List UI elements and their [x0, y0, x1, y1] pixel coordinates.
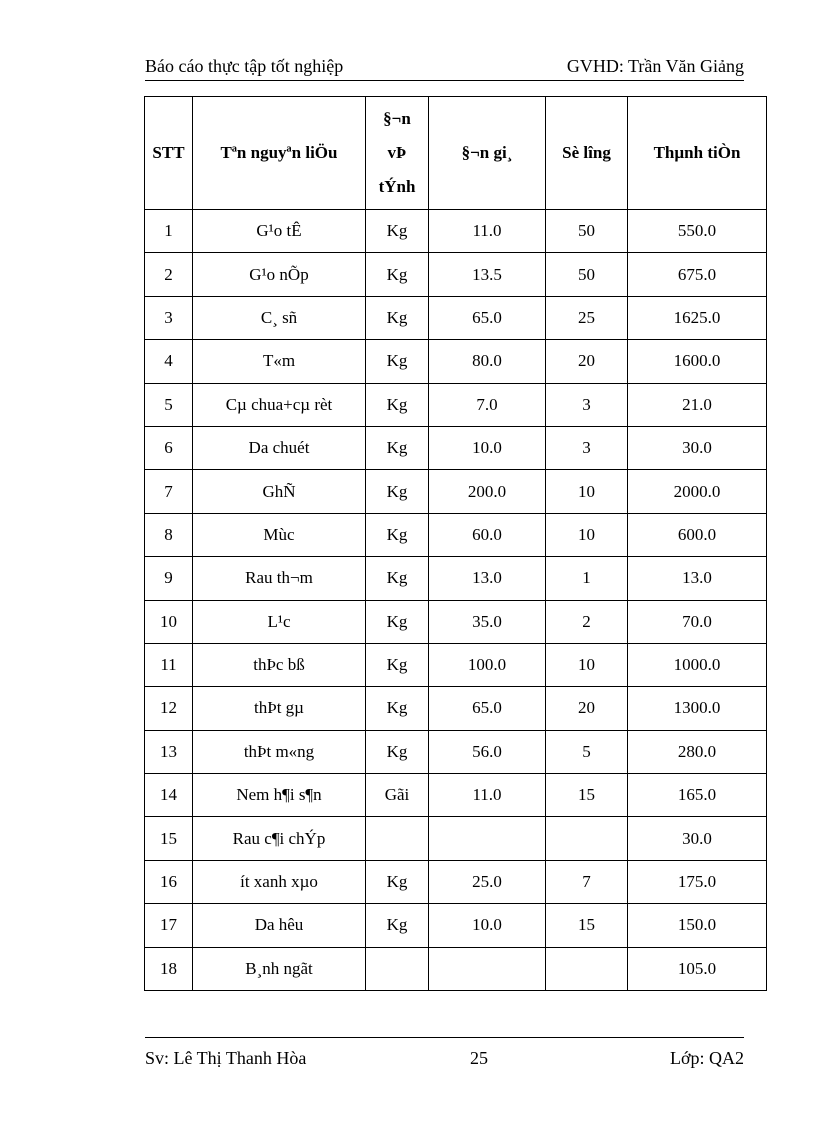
cell-quantity: 3: [546, 383, 628, 426]
table-row: [145, 687, 767, 730]
cell-unit-price: 80.0: [429, 340, 546, 383]
cell-unit-price: 25.0: [429, 860, 546, 903]
cell-total: 70.0: [628, 600, 767, 643]
table-row: [145, 730, 767, 773]
header-unit-line-3: tÝnh: [378, 177, 416, 196]
cell-stt: 9: [145, 557, 193, 600]
cell-material-name: thÞt m«ng: [193, 730, 366, 773]
cell-total: 175.0: [628, 860, 767, 903]
header-supervisor: GVHD: Trần Văn Giảng: [566, 55, 744, 76]
table-row: [145, 860, 767, 903]
cell-quantity: 20: [546, 687, 628, 730]
header-total: Thµnh tiÒn: [628, 97, 767, 210]
table-row: [145, 426, 767, 469]
table-row: [145, 947, 767, 990]
cell-unit: Kg: [366, 383, 429, 426]
cell-quantity: 1: [546, 557, 628, 600]
cell-unit-price: 65.0: [429, 687, 546, 730]
cell-total: 105.0: [628, 947, 767, 990]
cell-quantity: 15: [546, 774, 628, 817]
cell-unit-price: 11.0: [429, 774, 546, 817]
cell-unit: Kg: [366, 513, 429, 556]
cell-unit: Kg: [366, 643, 429, 686]
cell-material-name: Cµ chua+cµ rèt: [193, 383, 366, 426]
cell-unit-price: [429, 947, 546, 990]
cell-unit: Kg: [366, 687, 429, 730]
cell-unit-price: 13.5: [429, 253, 546, 296]
cell-unit: Kg: [366, 730, 429, 773]
cell-stt: 10: [145, 600, 193, 643]
cell-unit-price: 200.0: [429, 470, 546, 513]
cell-unit: Kg: [366, 210, 429, 253]
cell-total: 550.0: [628, 210, 767, 253]
cell-stt: 16: [145, 860, 193, 903]
cell-unit: [366, 817, 429, 860]
cell-unit-price: 7.0: [429, 383, 546, 426]
cell-total: 1300.0: [628, 687, 767, 730]
cell-quantity: 25: [546, 296, 628, 339]
cell-total: 21.0: [628, 383, 767, 426]
cell-material-name: Rau c¶i chÝp: [193, 817, 366, 860]
header-unit-line-2: vÞ: [387, 143, 407, 162]
header-divider: [145, 80, 744, 81]
cell-unit: [366, 947, 429, 990]
cell-unit-price: [429, 817, 546, 860]
cell-material-name: C¸ sñ: [193, 296, 366, 339]
cell-unit-price: 10.0: [429, 426, 546, 469]
cell-stt: 6: [145, 426, 193, 469]
cell-stt: 5: [145, 383, 193, 426]
cell-quantity: [546, 817, 628, 860]
cell-material-name: Nem h¶i s¶n: [193, 774, 366, 817]
header-report-title: Báo cáo thực tập tốt nghiệp: [145, 55, 344, 76]
page-footer: [145, 1048, 744, 1074]
page-header: [145, 52, 744, 80]
cell-unit-price: 11.0: [429, 210, 546, 253]
cell-material-name: B¸nh ngãt: [193, 947, 366, 990]
header-quantity: Sè lîng: [546, 97, 628, 210]
table-row: [145, 340, 767, 383]
materials-table: [144, 96, 767, 991]
cell-quantity: 50: [546, 210, 628, 253]
header-unit: [366, 97, 429, 210]
cell-quantity: [546, 947, 628, 990]
cell-unit-price: 35.0: [429, 600, 546, 643]
cell-total: 2000.0: [628, 470, 767, 513]
cell-total: 1000.0: [628, 643, 767, 686]
cell-material-name: L¹c: [193, 600, 366, 643]
cell-unit: Kg: [366, 296, 429, 339]
cell-stt: 3: [145, 296, 193, 339]
cell-stt: 7: [145, 470, 193, 513]
cell-stt: 12: [145, 687, 193, 730]
cell-total: 30.0: [628, 426, 767, 469]
table-row: [145, 774, 767, 817]
cell-quantity: 20: [546, 340, 628, 383]
cell-stt: 17: [145, 904, 193, 947]
cell-unit: Kg: [366, 253, 429, 296]
cell-material-name: G¹o tÊ: [193, 210, 366, 253]
cell-stt: 15: [145, 817, 193, 860]
cell-stt: 2: [145, 253, 193, 296]
table-row: [145, 904, 767, 947]
cell-total: 13.0: [628, 557, 767, 600]
cell-quantity: 2: [546, 600, 628, 643]
cell-material-name: thÞt gµ: [193, 687, 366, 730]
cell-quantity: 10: [546, 470, 628, 513]
cell-quantity: 3: [546, 426, 628, 469]
table-row: [145, 470, 767, 513]
footer-student: Sv: Lê Thị Thanh Hòa: [145, 1048, 307, 1068]
header-stt: STT: [145, 97, 193, 210]
table-row: [145, 513, 767, 556]
cell-material-name: T«m: [193, 340, 366, 383]
cell-material-name: Mùc: [193, 513, 366, 556]
cell-quantity: 10: [546, 513, 628, 556]
cell-total: 150.0: [628, 904, 767, 947]
cell-stt: 18: [145, 947, 193, 990]
cell-total: 280.0: [628, 730, 767, 773]
cell-unit-price: 65.0: [429, 296, 546, 339]
table-row: [145, 557, 767, 600]
table-row: [145, 600, 767, 643]
cell-quantity: 7: [546, 860, 628, 903]
footer-page-number: 25: [470, 1048, 488, 1068]
table-row: [145, 296, 767, 339]
table-header-row: [145, 97, 767, 210]
cell-material-name: ít xanh xµo: [193, 860, 366, 903]
cell-total: 30.0: [628, 817, 767, 860]
cell-quantity: 15: [546, 904, 628, 947]
cell-material-name: Da hêu: [193, 904, 366, 947]
table-row: [145, 643, 767, 686]
cell-quantity: 5: [546, 730, 628, 773]
cell-stt: 8: [145, 513, 193, 556]
cell-unit: Kg: [366, 470, 429, 513]
cell-total: 165.0: [628, 774, 767, 817]
cell-total: 675.0: [628, 253, 767, 296]
cell-stt: 11: [145, 643, 193, 686]
cell-quantity: 50: [546, 253, 628, 296]
cell-total: 600.0: [628, 513, 767, 556]
cell-stt: 1: [145, 210, 193, 253]
cell-stt: 4: [145, 340, 193, 383]
cell-material-name: thÞc bß: [193, 643, 366, 686]
cell-unit: Kg: [366, 557, 429, 600]
cell-material-name: Rau th¬m: [193, 557, 366, 600]
table-row: [145, 253, 767, 296]
table-row: [145, 817, 767, 860]
cell-unit: Kg: [366, 860, 429, 903]
cell-unit-price: 60.0: [429, 513, 546, 556]
table-row: [145, 210, 767, 253]
cell-unit: Kg: [366, 426, 429, 469]
cell-unit: Kg: [366, 904, 429, 947]
cell-stt: 14: [145, 774, 193, 817]
cell-unit-price: 10.0: [429, 904, 546, 947]
header-material-name: Tªn nguyªn liÖu: [193, 97, 366, 210]
cell-stt: 13: [145, 730, 193, 773]
cell-unit-price: 13.0: [429, 557, 546, 600]
cell-unit: Kg: [366, 600, 429, 643]
cell-material-name: G¹o nÕp: [193, 253, 366, 296]
cell-material-name: GhÑ: [193, 470, 366, 513]
cell-unit: Gãi: [366, 774, 429, 817]
cell-unit: Kg: [366, 340, 429, 383]
table-body: [145, 210, 767, 991]
cell-total: 1600.0: [628, 340, 767, 383]
table-row: [145, 383, 767, 426]
footer-divider: [145, 1037, 744, 1038]
header-unit-line-1: §¬n: [383, 109, 411, 128]
cell-unit-price: 100.0: [429, 643, 546, 686]
cell-total: 1625.0: [628, 296, 767, 339]
footer-class: Lớp: QA2: [669, 1048, 744, 1068]
cell-quantity: 10: [546, 643, 628, 686]
cell-material-name: Da chuét: [193, 426, 366, 469]
header-unit-price: §¬n gi¸: [429, 97, 546, 210]
cell-unit-price: 56.0: [429, 730, 546, 773]
